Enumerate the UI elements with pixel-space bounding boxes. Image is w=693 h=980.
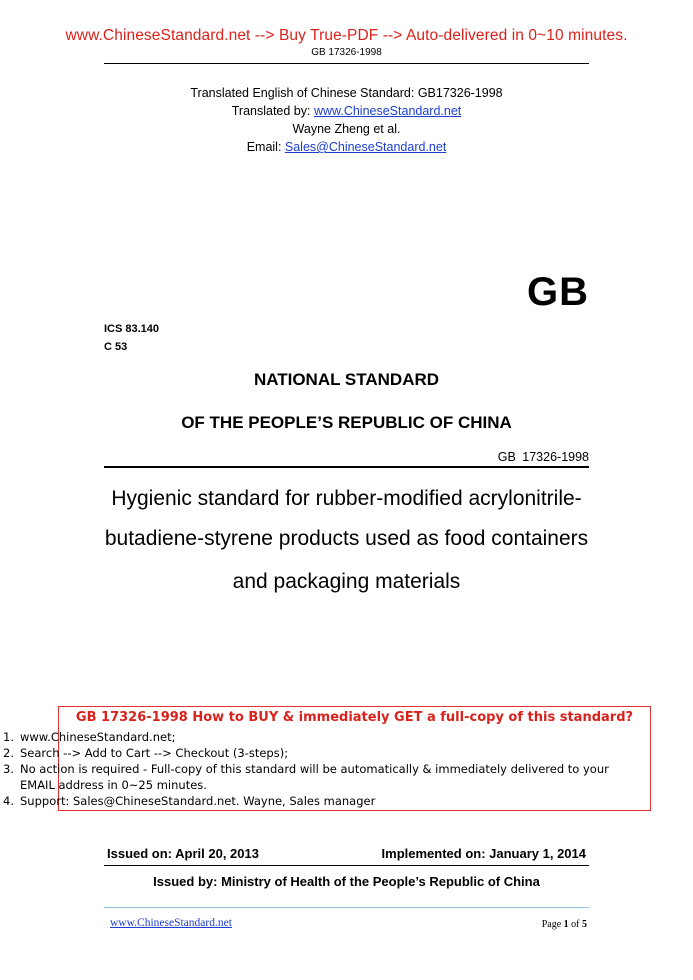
email-link[interactable]: Sales@ChineseStandard.net [284, 140, 447, 154]
document-title-line-1: Hygienic standard for rubber-modified acrylonitrile- [111, 487, 582, 510]
issued-on-date: Issued on: April 20, 2013 [107, 846, 259, 861]
ccs-code: C 53 [104, 341, 128, 353]
translator-site-link[interactable]: www.ChineseStandard.net [313, 104, 462, 118]
standard-number: GB 17326-1998 [497, 450, 589, 464]
title-divider [104, 466, 589, 468]
list-item: 4. Support: Sales@ChineseStandard.net. Wayne, Sales manager [3, 794, 376, 808]
header-standard-code: GB 17326-1998 [311, 47, 382, 58]
footer-site [110, 917, 232, 929]
top-banner[interactable]: www.ChineseStandard.net --> Buy True-PDF --> Auto-delivered in 0~10 minutes. [65, 27, 628, 44]
purchase-info-box [3, 706, 651, 811]
document-title-line-2: butadiene-styrene products used as food containers [104, 527, 589, 550]
list-item: 3. No action is required - Full-copy of this standard will be automatically & immediately delivered to your EMAIL address in 0~25 minutes. [3, 762, 609, 792]
purchase-box-title: GB 17326-1998 How to BUY & immediately GET a full-copy of this standard? [75, 710, 634, 725]
footer-site-link[interactable]: www.ChineseStandard.net [110, 917, 232, 929]
republic-heading: OF THE PEOPLE’S REPUBLIC OF CHINA [181, 413, 512, 432]
issue-divider [104, 865, 589, 866]
document-title-line-3: and packaging materials [232, 570, 461, 593]
implemented-on-date: Implemented on: January 1, 2014 [381, 846, 586, 861]
translator-name: Wayne Zheng et al. [292, 122, 401, 136]
footer-divider [104, 907, 589, 908]
issued-by: Issued by: Ministry of Health of the People’s Republic of China [153, 874, 540, 889]
translated-by-label: Translated by: [231, 104, 314, 118]
purchase-steps-list [3, 729, 643, 809]
page-indicator: Page 1 of 5 [541, 919, 587, 930]
header-divider [104, 63, 589, 64]
gb-logo: GB [527, 270, 589, 314]
ics-code: ICS 83.140 [104, 323, 160, 335]
translation-title: Translated English of Chinese Standard: GB17326-1998 [190, 86, 503, 100]
national-standard-heading: NATIONAL STANDARD [253, 370, 440, 389]
list-item: 2. Search --> Add to Cart --> Checkout (3-steps); [3, 746, 289, 760]
email-line [0, 140, 693, 154]
translated-by-line [0, 104, 693, 118]
list-item: 1. www.ChineseStandard.net; [3, 730, 176, 744]
email-label: Email: [246, 140, 285, 154]
